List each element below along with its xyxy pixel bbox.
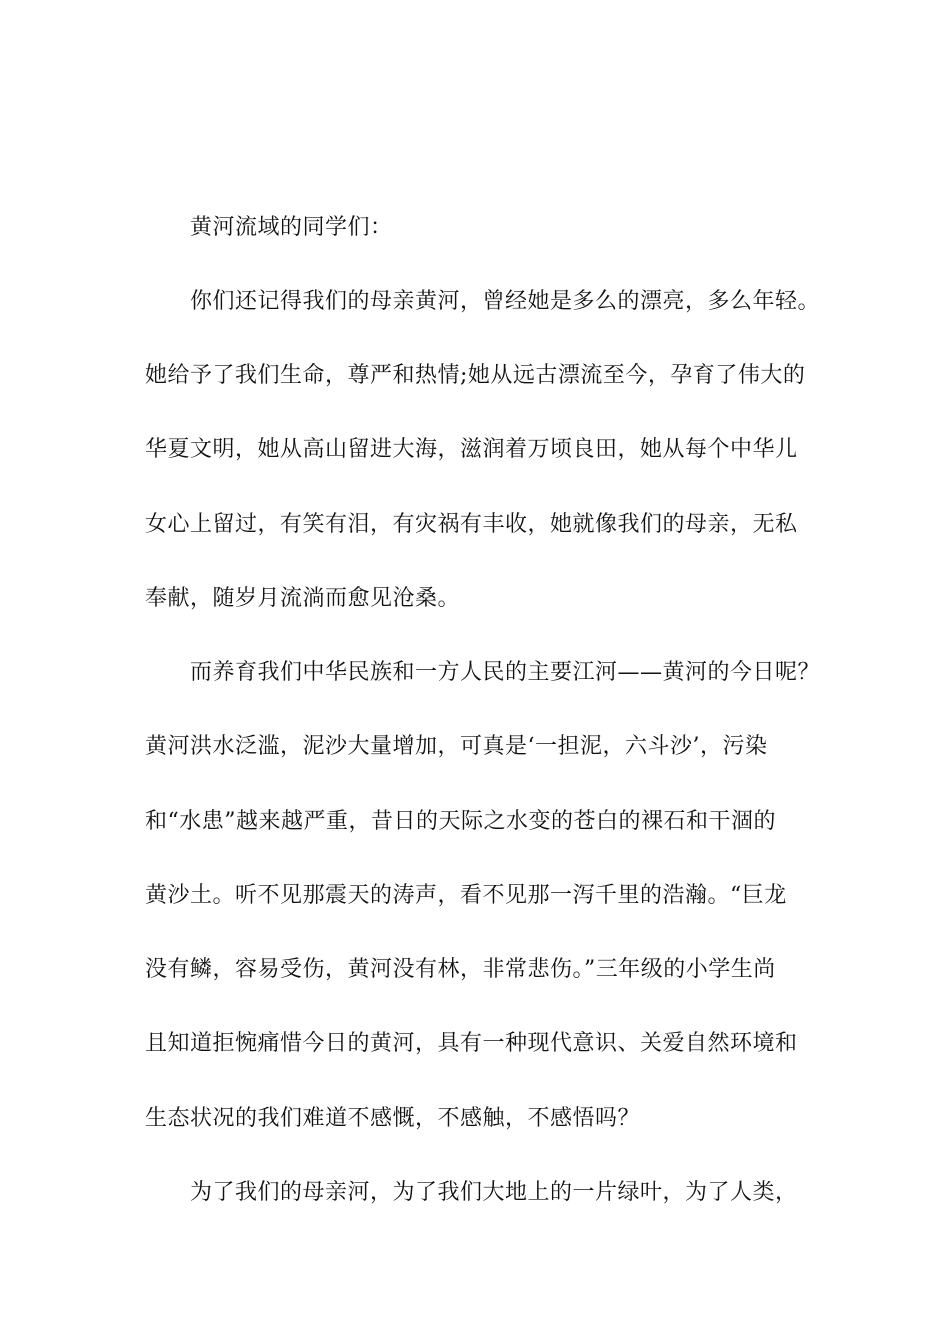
text-line: 奉献，随岁月流淌而愈见沧桑。 [145, 586, 461, 611]
text-line: 她给予了我们生命，尊严和热情;她从远古漂流至今，孕育了伟大的 [145, 363, 806, 388]
text-line: 没有鳞，容易受伤，黄河没有林，非常悲伤。”三年级的小学生尚 [145, 957, 776, 982]
text-line: 华夏文明，她从高山留进大海，滋润着万顷良田，她从每个中华儿 [145, 437, 798, 462]
text-line: 黄沙土。听不见那震天的涛声，看不见那一泻千里的浩瀚。“巨龙 [145, 883, 787, 908]
text-line: 和“水患”越来越严重，昔日的天际之水变的苍白的裸石和干涸的 [145, 809, 776, 834]
text-line: 而养育我们中华民族和一方人民的主要江河——黄河的今日呢？ [190, 660, 821, 685]
text-line: 为了我们的母亲河，为了我们大地上的一片绿叶，为了人类， [190, 1180, 798, 1205]
text-line: 黄河洪水泛滥，泥沙大量增加，可真是‘一担泥，六斗沙’，污染 [145, 734, 768, 759]
text-line: 生态状况的我们难道不感慨，不感触，不感悟吗？ [145, 1106, 641, 1131]
salutation-line: 黄河流域的同学们： [190, 215, 393, 240]
text-line: 女心上留过，有笑有泪，有灾祸有丰收，她就像我们的母亲，无私 [145, 512, 798, 537]
text-line: 你们还记得我们的母亲黄河，曾经她是多么的漂亮，多么年轻。 [190, 289, 821, 314]
text-line: 且知道拒惋痛惜今日的黄河，具有一种现代意识、关爱自然环境和 [145, 1031, 798, 1056]
